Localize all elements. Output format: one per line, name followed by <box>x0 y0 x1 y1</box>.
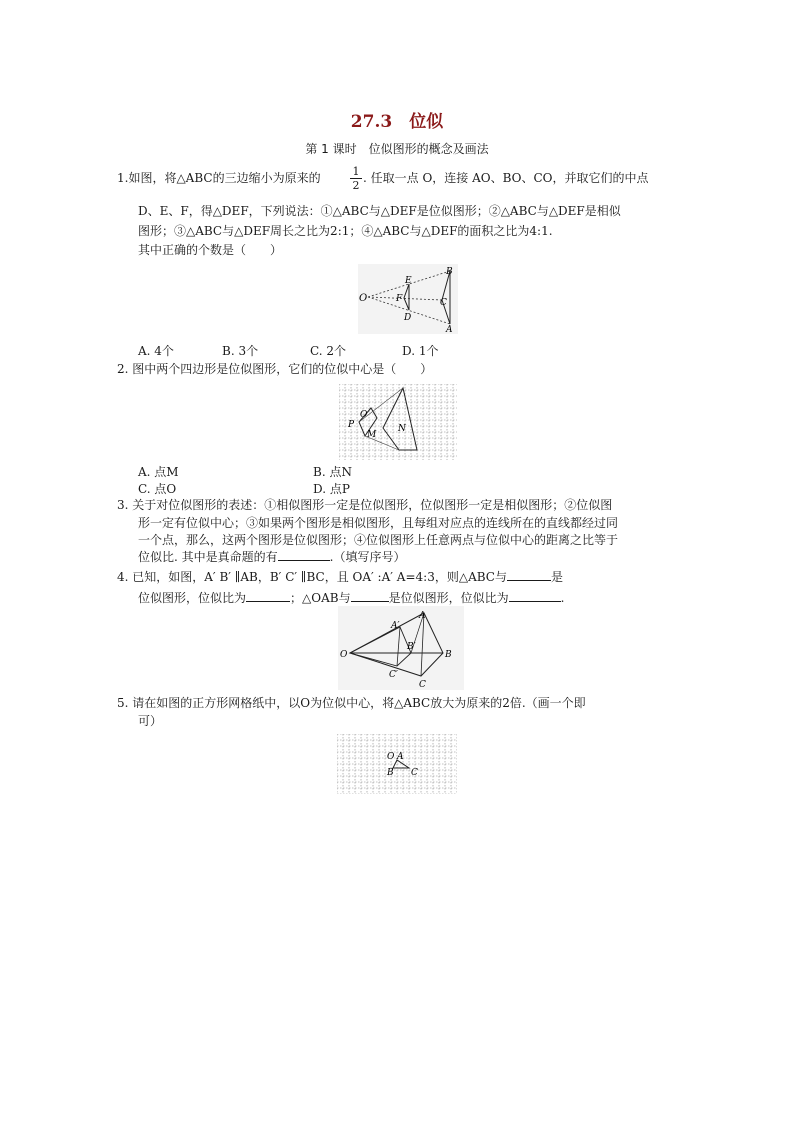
q4-line1-text-a: 4. 已知，如图，A′ B′ ∥AB，B′ C′ ∥BC，且 OA′ :A′ A=4:3，则△ABC与 <box>117 570 507 584</box>
q4-line2-text-c: 是位似图形，位似比为 <box>388 591 509 605</box>
q5-label-A: A <box>397 752 404 762</box>
q1-label-F: F <box>396 294 403 304</box>
q4-line2 <box>138 591 564 605</box>
q4-label-C-prime: C′ <box>389 670 398 680</box>
q4-blank-3[interactable] <box>351 591 389 602</box>
q1-option-a: A. 4个 <box>138 344 174 358</box>
q2-label-M: M <box>367 430 377 440</box>
q1-option-c: C. 2个 <box>310 344 347 358</box>
q4-line2-text-b: ；△OAB与 <box>290 591 351 605</box>
q5-line2: 可） <box>138 714 163 728</box>
q4-label-A-prime: A′ <box>391 621 400 631</box>
q3-line4-text-a: 位似比. 其中是真命题的有 <box>138 550 278 564</box>
q2-option-c: C. 点O <box>138 482 177 496</box>
q2-label-P: P <box>348 420 355 430</box>
q5-label-O: O <box>387 752 395 762</box>
q1-label-A: A <box>446 325 453 334</box>
q4-blank-4[interactable] <box>509 591 561 602</box>
q1-line4: 其中正确的个数是（ ） <box>138 243 283 257</box>
q1-line3: 图形；③△ABC与△DEF周长之比为2:1；④△ABC与△DEF的面积之比为4:1. <box>138 224 553 238</box>
q1-line1-b: . 任取一点 O，连接 AO、BO、CO，并取它们的中点 <box>363 171 649 185</box>
q4-line2-text-a: 位似图形，位似比为 <box>138 591 247 605</box>
q1-label-E: E <box>405 276 412 286</box>
lesson-subtitle: 第 1 课时 位似图形的概念及画法 <box>305 142 489 156</box>
q4-label-C: C <box>419 680 426 690</box>
q1-line2: D、E、F，得△DEF，下列说法：①△ABC与△DEF是位似图形；②△ABC与△DEF是相似 <box>138 204 621 218</box>
q1-label-B: B <box>446 267 453 277</box>
q2-grid-figure <box>339 384 457 460</box>
q5-label-C: C <box>411 768 418 778</box>
q1-option-d: D. 1个 <box>402 344 439 358</box>
q4-line1-text-b: 是 <box>550 570 563 584</box>
q5-line1: 5. 请在如图的正方形网格纸中，以O为位似中心，将△ABC放大为原来的2倍.（画一个即 <box>117 696 586 710</box>
q1-figure <box>358 264 458 334</box>
q5-label-B: B <box>387 768 394 778</box>
q1-line1-a: 1.如图，将△ABC的三边缩小为原来的 <box>117 171 321 185</box>
page-title: 27.3 位似 <box>350 112 444 132</box>
q1-fraction-numerator: 1 <box>352 165 360 178</box>
q1-fraction <box>350 166 362 191</box>
q4-label-B: B <box>445 650 452 660</box>
q1-label-D: D <box>404 313 412 323</box>
q1-label-C: C <box>440 298 447 308</box>
q3-line4 <box>138 550 405 564</box>
q3-line4-text-b: .（填写序号） <box>329 550 406 564</box>
q1-fraction-denominator: 2 <box>352 179 360 192</box>
q3-line2: 形一定有位似中心；③如果两个图形是相似图形，且每组对应点的连线所在的直线都经过同 <box>138 516 619 530</box>
q3-answer-blank[interactable] <box>278 550 330 561</box>
q2-label-O: O <box>360 410 368 420</box>
q4-figure <box>338 606 464 690</box>
q2-option-d: D. 点P <box>313 482 350 496</box>
q2-option-a: A. 点M <box>138 465 179 479</box>
q2-label-N: N <box>398 424 406 434</box>
q2-option-b: B. 点N <box>313 465 352 479</box>
q4-blank-2[interactable] <box>246 591 290 602</box>
q4-line1 <box>117 570 563 584</box>
q4-label-B-prime: B′ <box>407 642 416 652</box>
q4-label-A: A <box>419 611 426 621</box>
q2-line1: 2. 图中两个四边形是位似图形，它们的位似中心是（ ） <box>117 362 433 376</box>
q3-line1: 3. 关于对位似图形的表述：①相似图形一定是位似图形，位似图形一定是相似图形；②位似图 <box>117 498 613 512</box>
q5-grid-figure <box>337 734 457 794</box>
q1-option-b: B. 3个 <box>222 344 259 358</box>
q1-label-O: O <box>359 293 368 304</box>
q4-line2-text-d: . <box>560 591 565 605</box>
q3-line3: 一个点，那么，这两个图形是位似图形；④位似图形上任意两点与位似中心的距离之比等于 <box>138 533 619 547</box>
q4-label-O: O <box>340 650 348 660</box>
q4-blank-1[interactable] <box>507 570 551 581</box>
